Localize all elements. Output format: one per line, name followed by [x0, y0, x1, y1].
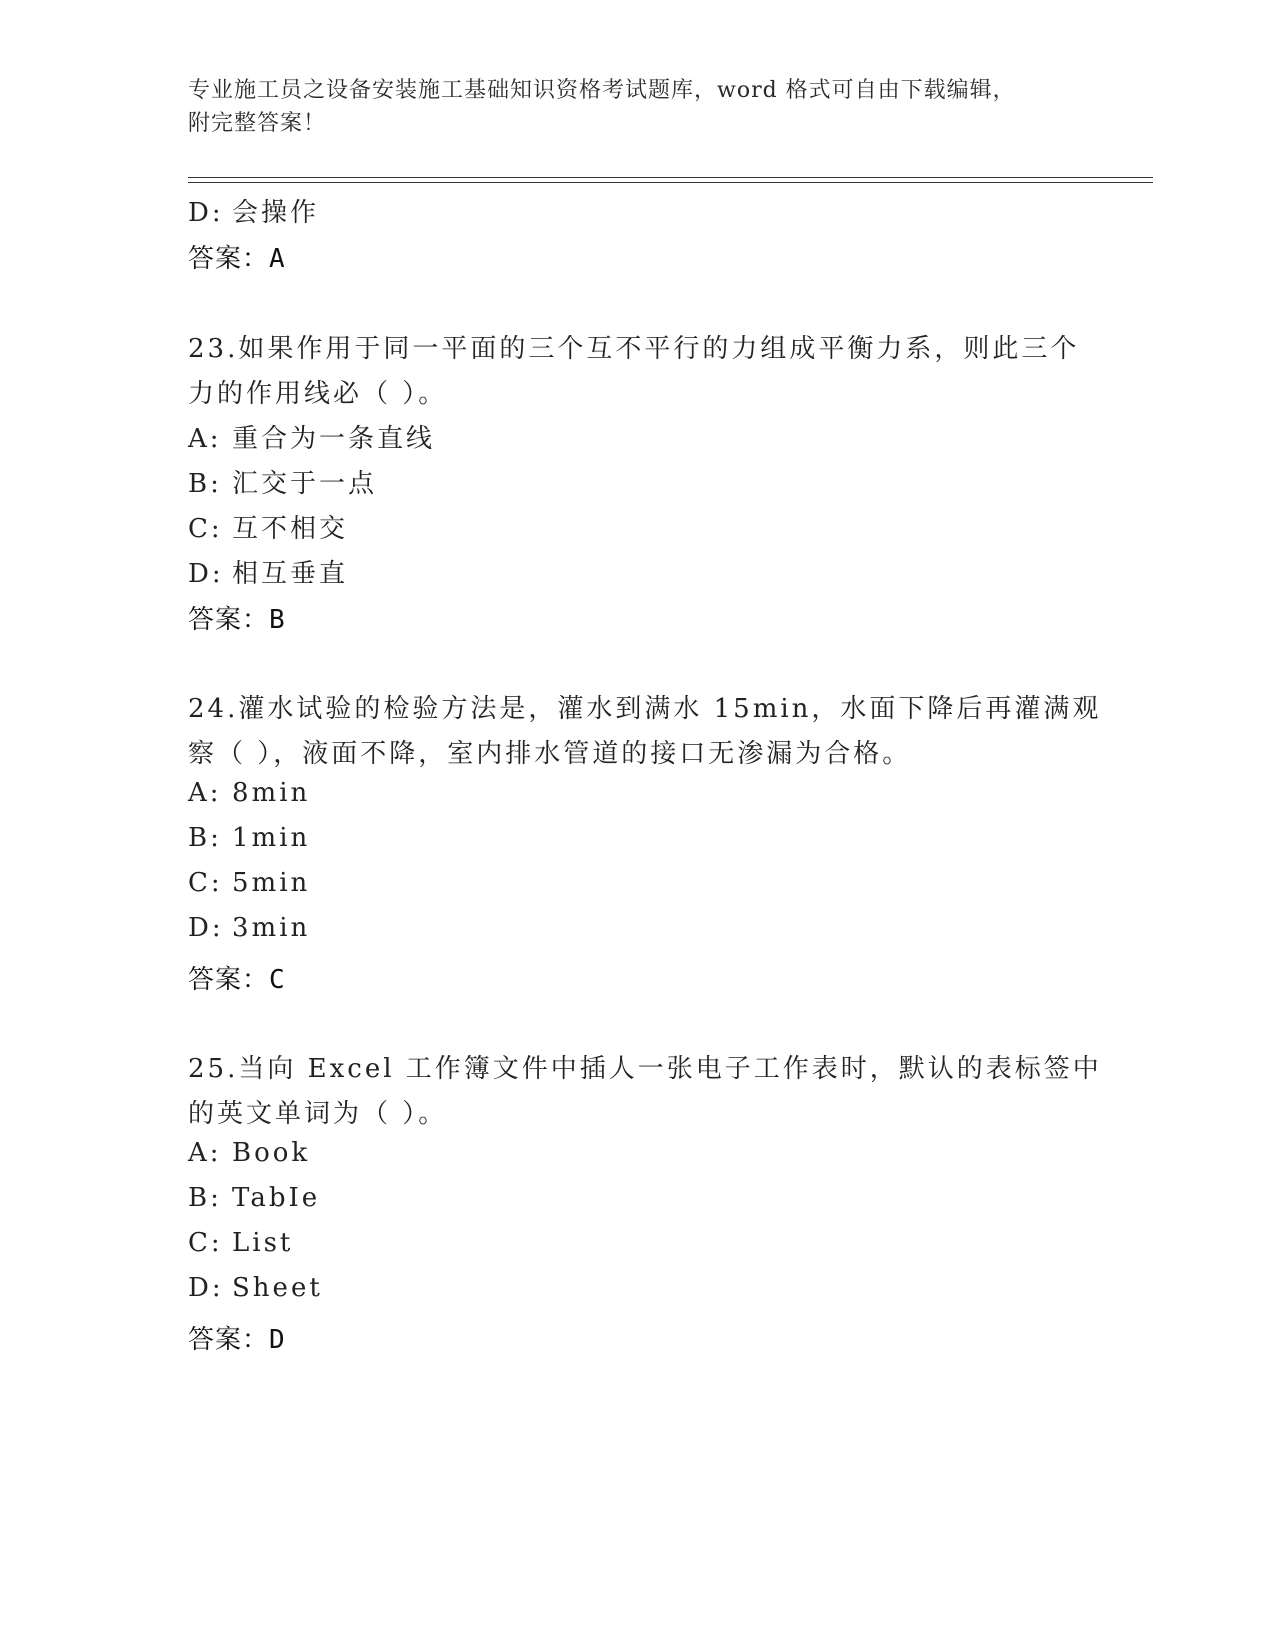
- option-text: List: [232, 1228, 294, 1258]
- question-25-stem-line-1: 25.当向 Excel 工作簿文件中插人一张电子工作表时，默认的表标签中: [188, 1054, 1102, 1084]
- question-23-stem-line-1: 23.如果作用于同一平面的三个互不平行的力组成平衡力系，则此三个: [188, 334, 1080, 364]
- answer-line: 答案：A: [188, 244, 286, 274]
- document-header: [188, 74, 1068, 140]
- option-text: 会操作: [232, 198, 320, 228]
- question-24-option-a: [188, 778, 310, 808]
- option-key: C:: [188, 514, 223, 544]
- question-25-option-d: [188, 1273, 323, 1303]
- option-text: TabIe: [232, 1183, 321, 1213]
- option-key: D:: [188, 198, 224, 228]
- option-key: B:: [188, 1183, 222, 1213]
- option-d: [188, 192, 319, 229]
- option-key: B:: [188, 823, 222, 853]
- option-key: B:: [188, 469, 222, 499]
- question-25-option-c: [188, 1228, 293, 1258]
- header-line-1: 专业施工员之设备安装施工基础知识资格考试题库，word 格式可自由下载编辑，: [188, 78, 1016, 103]
- option-text: 重合为一条直线: [232, 424, 436, 454]
- option-key: D:: [188, 913, 224, 943]
- question-24-option-d: [188, 913, 310, 943]
- question-23-answer: 答案：B: [188, 605, 286, 635]
- option-key: A:: [188, 1138, 222, 1168]
- option-text: 互不相交: [232, 514, 349, 544]
- option-text: Book: [232, 1138, 311, 1168]
- option-key: C:: [188, 868, 223, 898]
- option-text: 相互垂直: [232, 559, 349, 589]
- question-24-option-c: [188, 868, 310, 898]
- question-25-stem-line-2: 的英文单词为（ ）。: [188, 1099, 448, 1129]
- question-24-answer: 答案：C: [188, 965, 286, 995]
- option-text: 8min: [232, 778, 311, 808]
- question-24-stem-line-1: 24.灌水试验的检验方法是，灌水到满水 15min，水面下降后再灌满观: [188, 694, 1102, 724]
- option-key: C:: [188, 1228, 223, 1258]
- question-23-option-a: [188, 418, 435, 455]
- header-divider-bottom: [188, 182, 1153, 183]
- question-23-option-d: [188, 553, 348, 590]
- option-key: A:: [188, 778, 222, 808]
- question-23-stem-line-2: 力的作用线必（ ）。: [188, 379, 448, 409]
- header-line-2: 附完整答案！: [188, 111, 327, 136]
- question-23-option-c: [188, 508, 348, 545]
- option-text: 汇交于一点: [232, 469, 378, 499]
- header-divider-top: [188, 177, 1153, 178]
- option-key: D:: [188, 1273, 224, 1303]
- option-text: Sheet: [232, 1273, 323, 1303]
- question-25-answer: 答案：D: [188, 1325, 286, 1355]
- option-text: 1min: [232, 823, 311, 853]
- question-25-option-a: [188, 1138, 310, 1168]
- option-text: 3min: [232, 913, 311, 943]
- question-25-option-b: [188, 1183, 320, 1213]
- question-24-option-b: [188, 823, 310, 853]
- question-24-stem-line-2: 察（ ），液面不降，室内排水管道的接口无渗漏为合格。: [188, 739, 912, 769]
- option-key: D:: [188, 559, 224, 589]
- option-text: 5min: [232, 868, 311, 898]
- option-key: A:: [188, 424, 222, 454]
- question-23-option-b: [188, 463, 377, 500]
